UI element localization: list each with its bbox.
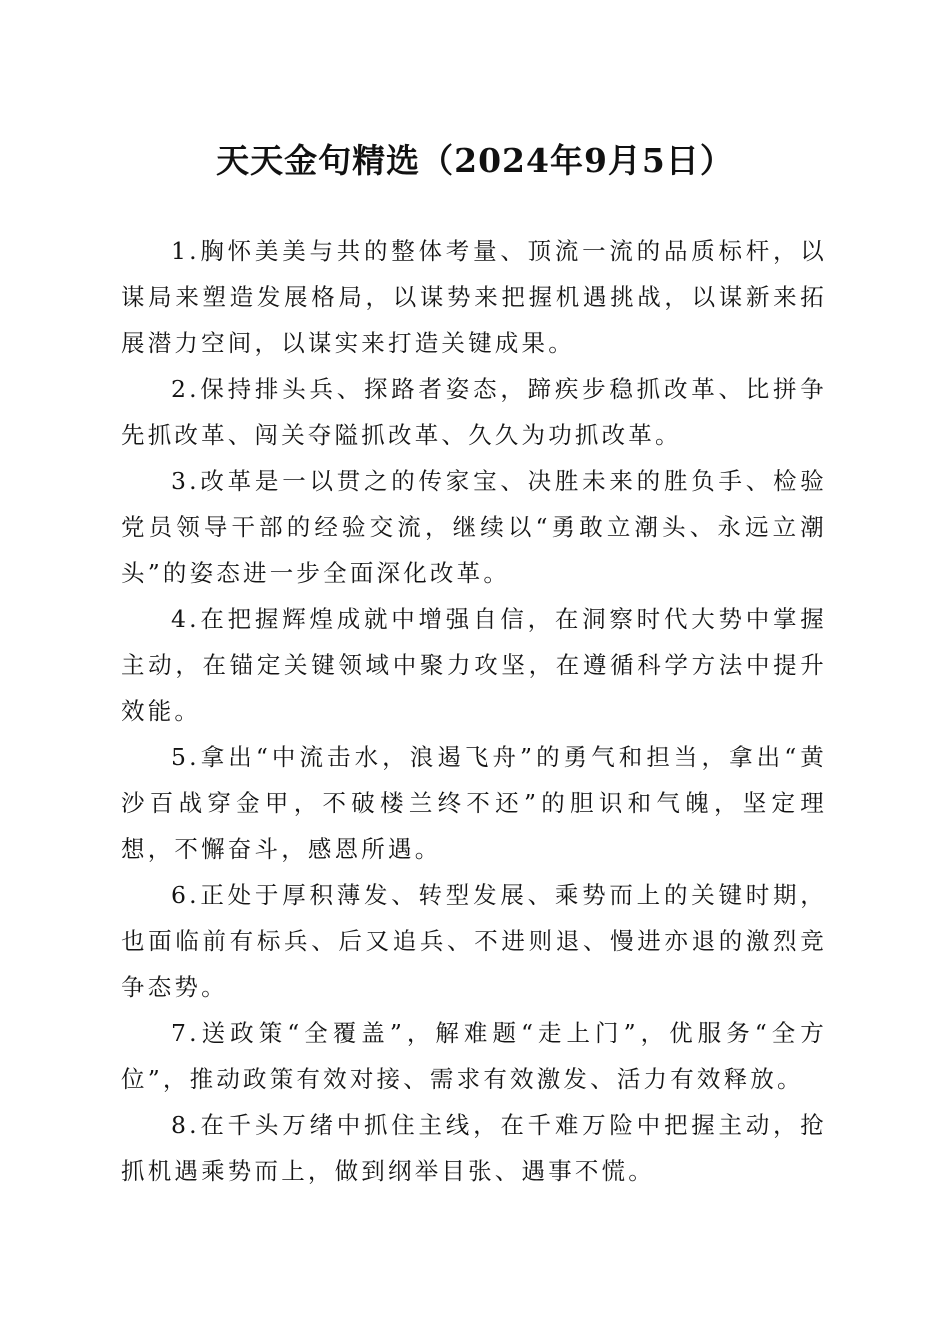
quote-paragraph-8: 8.在千头万绪中抓住主线，在千难万险中把握主动，抢抓机遇乘势而上，做到纲举目张、遇事不慌。	[121, 1111, 827, 1185]
quote-paragraph-5: 5.拿出“中流击水，浪遏飞舟”的勇气和担当，拿出“黄沙百战穿金甲，不破楼兰终不还”的胆识和气魄，坚定理想，不懈奋斗，感恩所遇。	[121, 743, 827, 863]
quote-paragraph-6: 6.正处于厚积薄发、转型发展、乘势而上的关键时期，也面临前有标兵、后又追兵、不进则退、慢进亦退的激烈竞争态势。	[121, 881, 827, 1001]
document-title: 天天金句精选（2024年9月5日）	[216, 141, 734, 180]
document-body	[121, 228, 827, 1194]
quote-paragraph-7: 7.送政策“全覆盖”，解难题“走上门”，优服务“全方位”，推动政策有效对接、需求有效激发、活力有效释放。	[121, 1019, 827, 1093]
quote-paragraph-4: 4.在把握辉煌成就中增强自信，在洞察时代大势中掌握主动，在锚定关键领域中聚力攻坚，在遵循科学方法中提升效能。	[121, 605, 827, 725]
quote-paragraph-1: 1.胸怀美美与共的整体考量、顶流一流的品质标杆，以谋局来塑造发展格局，以谋势来把握机遇挑战，以谋新来拓展潜力空间，以谋实来打造关键成果。	[121, 237, 827, 357]
quote-paragraph-3: 3.改革是一以贯之的传家宝、决胜未来的胜负手、检验党员领导干部的经验交流，继续以“勇敢立潮头、永远立潮头”的姿态进一步全面深化改革。	[121, 467, 827, 587]
quote-paragraph-2: 2.保持排头兵、探路者姿态，蹄疾步稳抓改革、比拼争先抓改革、闯关夺隘抓改革、久久为功抓改革。	[121, 375, 827, 449]
